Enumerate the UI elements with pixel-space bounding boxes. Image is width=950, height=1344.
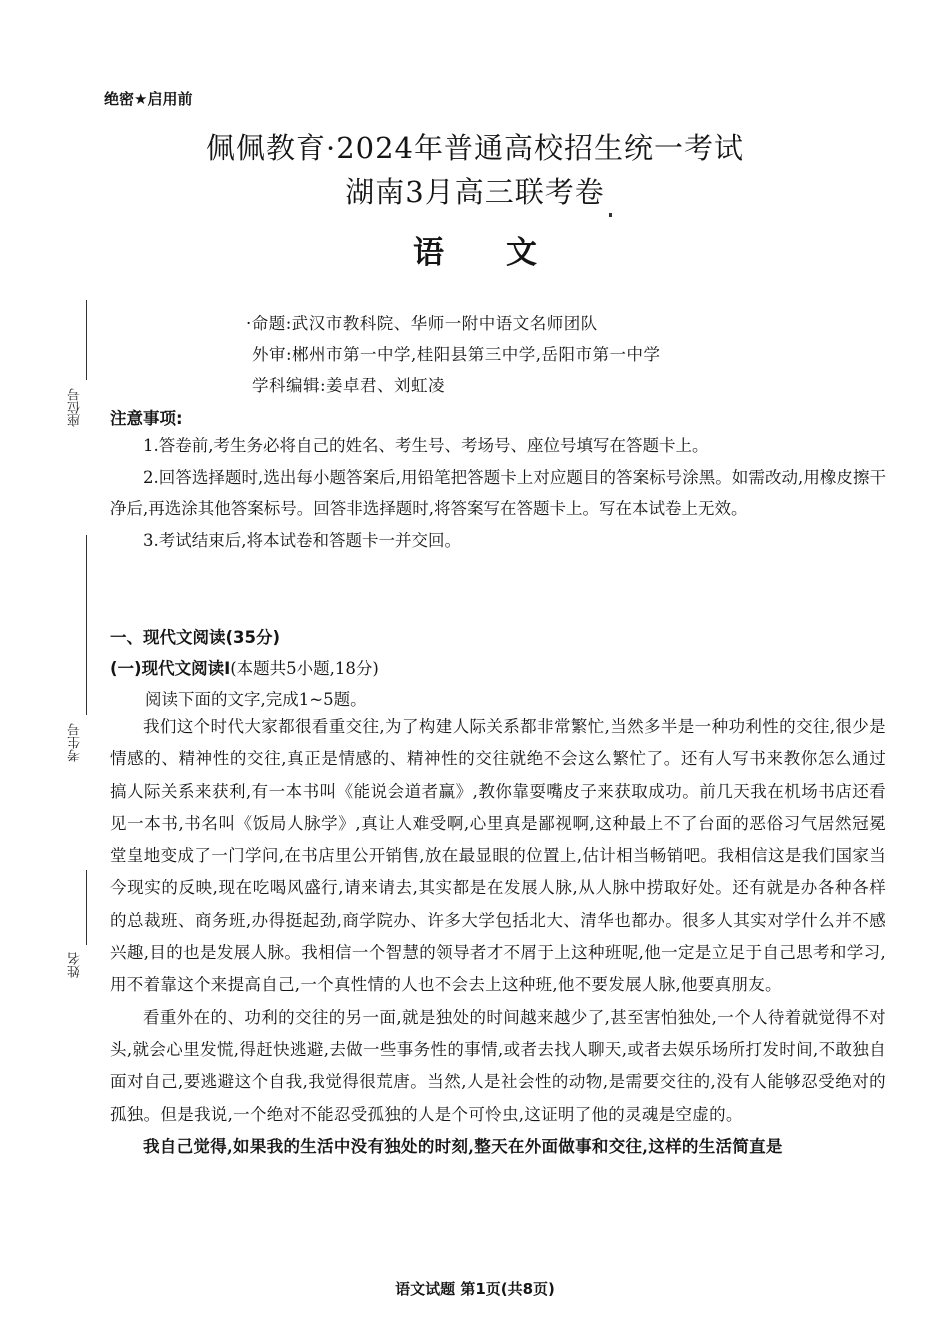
notice-item: 1.答卷前,考生务必将自己的姓名、考生号、考场号、座位号填写在答题卡上。 [143,436,709,455]
reading-instruction: 阅读下面的文字,完成1~5题。 [145,690,367,709]
name-line [86,870,87,945]
passage-paragraph: 我自己觉得,如果我的生活中没有独处的时刻,整天在外面做事和交往,这样的生活简直是 [143,1136,783,1156]
passage-paragraph: 看重外在的、功利的交往的另一面,就是独处的时间越来越少了,甚至害怕独处,一个人待着就觉得不对头,就会心里发慌,得赶快逃避,去做一些事务性的事情,或者去找人聊天,或者去娱乐场所打发时间,不敢独自面对自己,要逃避这个自我,我觉得很荒唐。当然,人是社会性的动物,是需要交往的,没有人能够忍受绝对的孤独。但是我说,一个绝对不能忍受孤独的人是个可怜虫,这证明了他的灵魂是空虚的。 [110,1007,886,1124]
reading-passage [110,711,886,1163]
seat-number-label: 座位号 [68,388,83,427]
stray-dot [609,213,612,217]
subject-title [0,227,950,272]
subsection-heading-note: (本题共5小题,18分) [230,659,379,678]
notice-heading: 注意事项: [110,409,183,428]
exam-number-label: 考生号 [68,723,83,762]
exam-number-line [86,535,87,715]
seat-number-line [86,300,87,380]
notice-item: 2.回答选择题时,选出每小题答案后,用铅笔把答题卡上对应题目的答案标号涂黑。如需改动,用橡皮擦干净后,再选涂其他答案标号。回答非选择题时,将答案写在答题卡上。写在本试卷上无效。 [110,467,886,518]
section-heading: 一、现代文阅读(35分) [110,628,281,647]
exam-subtitle: 湖南3月高三联考卷 [345,175,605,209]
subject-char-2: 文 [506,235,537,271]
subsection-heading [110,655,379,679]
credit-editors: 学科编辑:姜卓君、刘虹凌 [252,376,446,395]
passage-paragraph: 我们这个时代大家都很看重交往,为了构建人际关系都非常繁忙,当然多半是一种功利性的交往,很少是情感的、精神性的交往,真正是情感的、精神性的交往就绝不会这么繁忙了。还有人写书来教你怎么通过搞人际关系来获利,有一本书叫《能说会道者赢》,教你靠耍嘴皮子来获取成功。前几天我在机场书店还看见一本书,书名叫《饭局人脉学》,真让人难受啊,心里真是鄙视啊,这种最上不了台面的恶俗习气居然冠冕堂皇地变成了一门学问,在书店里公开销售,放在最显眼的位置上,估计相当畅销吧。我相信这是我们国家当今现实的反映,现在吃喝风盛行,请来请去,其实都是在发展人脉,从人脉中捞取好处。还有就是办各种各样的总裁班、商务班,办得挺起劲,商学院办、许多大学包括北大、清华也都办。很多人其实对学什么并不感兴趣,目的也是发展人脉。我相信一个智慧的领导者才不屑于上这种班呢,他一定是立足于自己思考和学习,用不着靠这个来提高自己,一个真性情的人也不会去上这种班,他不要发展人脉,他要真朋友。 [110,717,886,995]
confidential-mark: 绝密★启用前 [104,90,193,108]
subject-char-1: 语 [413,235,444,271]
credit-authors: ·命题:武汉市教科院、华师一附中语文名师团队 [246,314,598,333]
name-label: 姓名 [68,952,83,978]
page-footer: 语文试题 第1页(共8页) [395,1280,555,1298]
exam-title: 佩佩教育·2024年普通高校招生统一考试 [205,131,745,165]
notice-item: 3.考试结束后,将本试卷和答题卡一并交回。 [143,530,461,550]
subsection-heading-bold: (一)现代文阅读Ⅰ [110,659,231,678]
notice-list [110,430,886,556]
credit-reviewers: 外审:郴州市第一中学,桂阳县第三中学,岳阳市第一中学 [252,345,661,364]
